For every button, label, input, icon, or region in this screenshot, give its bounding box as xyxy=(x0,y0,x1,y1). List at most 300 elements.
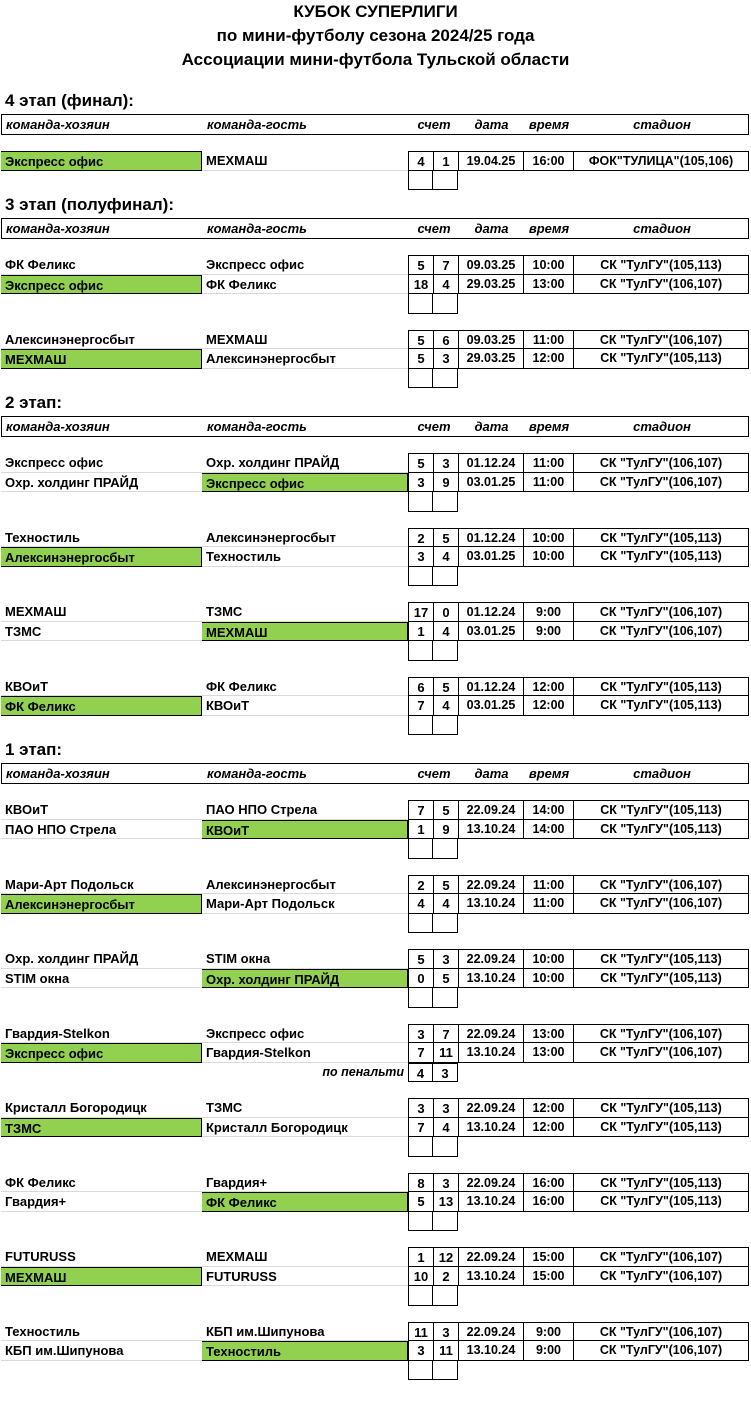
tie-gap xyxy=(1,239,749,255)
away-score: 7 xyxy=(433,1024,458,1044)
empty-score-cell xyxy=(408,1212,433,1232)
match-row xyxy=(1,820,749,840)
match-stadium: ФОК"ТУЛИЦА"(105,106) xyxy=(573,151,749,171)
away-team: МЕХМАШ xyxy=(202,151,408,171)
empty-score-cell xyxy=(408,1361,433,1381)
home-team: Экспресс офис xyxy=(1,1043,202,1063)
match-row xyxy=(1,894,749,914)
match-time: 11:00 xyxy=(523,894,573,914)
home-team: Охр. холдинг ПРАЙД xyxy=(1,949,202,969)
header-away: команда-гость xyxy=(207,766,307,781)
empty-score-cell xyxy=(433,492,458,512)
empty-score-cell xyxy=(433,914,458,934)
home-score: 18 xyxy=(408,275,433,295)
match-time: 14:00 xyxy=(523,820,573,840)
match-time: 15:00 xyxy=(523,1247,573,1267)
away-team: STIM окна xyxy=(202,949,408,969)
away-score: 5 xyxy=(433,528,458,548)
match-time: 12:00 xyxy=(523,1118,573,1138)
home-team: Алексинэнергосбыт xyxy=(1,547,202,567)
empty-score-cell xyxy=(408,1137,433,1157)
away-score: 1 xyxy=(433,151,458,171)
match-row xyxy=(1,1267,749,1287)
home-score: 2 xyxy=(408,875,433,895)
match-date: 13.10.24 xyxy=(458,1267,523,1287)
penalty-row xyxy=(1,1063,749,1083)
away-score: 11 xyxy=(433,1341,458,1361)
home-score: 3 xyxy=(408,1341,433,1361)
home-team: Экспресс офис xyxy=(1,275,202,295)
home-team: Техностиль xyxy=(1,1322,202,1342)
home-team: ТЗМС xyxy=(1,1118,202,1138)
empty-score-row xyxy=(1,294,749,314)
away-team: Техностиль xyxy=(202,547,408,567)
away-team: Экспресс офис xyxy=(202,255,408,275)
away-team: Гвардия-Stelkon xyxy=(202,1043,408,1063)
away-team: КБП им.Шипунова xyxy=(202,1322,408,1342)
match-time: 10:00 xyxy=(523,969,573,989)
match-row xyxy=(1,622,749,642)
match-stadium: СК "ТулГУ"(105,113) xyxy=(573,696,749,716)
tie-gap xyxy=(1,1306,749,1322)
away-team: МЕХМАШ xyxy=(202,622,408,642)
match-time: 10:00 xyxy=(523,528,573,548)
away-team: Экспресс офис xyxy=(202,1024,408,1044)
match-date: 09.03.25 xyxy=(458,330,523,350)
home-team: ФК Феликс xyxy=(1,1173,202,1193)
empty-score-cell xyxy=(433,567,458,587)
empty-score-cell xyxy=(408,716,433,736)
away-score: 11 xyxy=(433,1043,458,1063)
match-time: 9:00 xyxy=(523,1341,573,1361)
home-team: Экспресс офис xyxy=(1,151,202,171)
away-score: 9 xyxy=(433,473,458,493)
empty-score-cell xyxy=(433,1361,458,1381)
empty-score-cell xyxy=(408,988,433,1008)
match-stadium: СК "ТулГУ"(105,113) xyxy=(573,528,749,548)
empty-score-cell xyxy=(408,914,433,934)
away-score: 4 xyxy=(433,1118,458,1138)
match-time: 13:00 xyxy=(523,275,573,295)
home-score: 3 xyxy=(408,473,433,493)
match-stadium: СК "ТулГУ"(106,107) xyxy=(573,875,749,895)
empty-score-cell xyxy=(433,1212,458,1232)
cup-results-sheet xyxy=(1,86,749,1380)
match-time: 10:00 xyxy=(523,547,573,567)
away-team: Алексинэнергосбыт xyxy=(202,349,408,369)
stage-section xyxy=(1,86,749,190)
tie-gap xyxy=(1,135,749,151)
home-score: 0 xyxy=(408,969,433,989)
home-team: Экспресс офис xyxy=(1,453,202,473)
header-time: время xyxy=(528,766,570,781)
tie-gap xyxy=(1,661,749,677)
match-stadium: СК "ТулГУ"(105,113) xyxy=(573,1118,749,1138)
empty-score-cell xyxy=(408,171,433,191)
tie-gap xyxy=(1,933,749,949)
match-time: 16:00 xyxy=(523,151,573,171)
away-score: 5 xyxy=(433,969,458,989)
home-team: ФК Феликс xyxy=(1,255,202,275)
empty-score-row xyxy=(1,567,749,587)
home-team: FUTURUSS xyxy=(1,1247,202,1267)
away-team: Алексинэнергосбыт xyxy=(202,528,408,548)
match-date: 22.09.24 xyxy=(458,1024,523,1044)
match-date: 13.10.24 xyxy=(458,1118,523,1138)
home-team: Гвардия+ xyxy=(1,1192,202,1212)
header-stadium: стадион xyxy=(633,766,691,781)
away-team: ТЗМС xyxy=(202,1098,408,1118)
away-score: 4 xyxy=(433,696,458,716)
match-date: 22.09.24 xyxy=(458,949,523,969)
away-team: Охр. холдинг ПРАЙД xyxy=(202,453,408,473)
home-score: 4 xyxy=(408,894,433,914)
match-stadium: СК "ТулГУ"(106,107) xyxy=(573,894,749,914)
match-date: 29.03.25 xyxy=(458,275,523,295)
match-row xyxy=(1,473,749,493)
title-line-1: КУБОК СУПЕРЛИГИ xyxy=(293,2,458,21)
match-date: 03.01.25 xyxy=(458,473,523,493)
match-date: 01.12.24 xyxy=(458,453,523,473)
tie-gap xyxy=(1,784,749,800)
empty-score-row xyxy=(1,492,749,512)
empty-score-row xyxy=(1,1286,749,1306)
match-stadium: СК "ТулГУ"(105,113) xyxy=(573,677,749,697)
match-row xyxy=(1,1173,749,1193)
match-stadium: СК "ТулГУ"(106,107) xyxy=(573,275,749,295)
home-score: 3 xyxy=(408,1024,433,1044)
away-team: Кристалл Богородицк xyxy=(202,1118,408,1138)
away-score: 4 xyxy=(433,622,458,642)
stage-section xyxy=(1,388,749,735)
match-stadium: СК "ТулГУ"(106,107) xyxy=(573,1247,749,1267)
match-row xyxy=(1,349,749,369)
match-stadium: СК "ТулГУ"(106,107) xyxy=(573,622,749,642)
match-date: 13.10.24 xyxy=(458,969,523,989)
stage-section xyxy=(1,190,749,388)
column-header-row xyxy=(1,416,749,437)
match-stadium: СК "ТулГУ"(106,107) xyxy=(573,1267,749,1287)
home-team: КБП им.Шипунова xyxy=(1,1341,202,1361)
away-team: ТЗМС xyxy=(202,602,408,622)
stage-title: 3 этап (полуфинал): xyxy=(5,195,174,214)
penalty-home-score: 4 xyxy=(408,1063,433,1083)
home-score: 7 xyxy=(408,1043,433,1063)
away-score: 5 xyxy=(433,800,458,820)
match-date: 22.09.24 xyxy=(458,1247,523,1267)
match-row xyxy=(1,275,749,295)
empty-score-row xyxy=(1,171,749,191)
tie-gap xyxy=(1,512,749,528)
title-line-3: Ассоциации мини-футбола Тульской области xyxy=(181,50,570,69)
away-score: 3 xyxy=(433,949,458,969)
away-score: 4 xyxy=(433,275,458,295)
match-row xyxy=(1,1247,749,1267)
away-score: 13 xyxy=(433,1192,458,1212)
empty-score-row xyxy=(1,716,749,736)
match-stadium: СК "ТулГУ"(105,113) xyxy=(573,1173,749,1193)
home-team: Алексинэнергосбыт xyxy=(1,894,202,914)
match-time: 13:00 xyxy=(523,1043,573,1063)
home-team: Гвардия-Stelkon xyxy=(1,1024,202,1044)
match-stadium: СК "ТулГУ"(105,113) xyxy=(573,949,749,969)
home-score: 10 xyxy=(408,1267,433,1287)
match-date: 22.09.24 xyxy=(458,1322,523,1342)
penalty-label: по пенальти xyxy=(322,1064,404,1079)
home-score: 7 xyxy=(408,800,433,820)
match-time: 12:00 xyxy=(523,1098,573,1118)
match-date: 09.03.25 xyxy=(458,255,523,275)
match-stadium: СК "ТулГУ"(106,107) xyxy=(573,473,749,493)
home-score: 1 xyxy=(408,622,433,642)
away-team: ФК Феликс xyxy=(202,677,408,697)
empty-score-cell xyxy=(433,988,458,1008)
match-time: 12:00 xyxy=(523,677,573,697)
home-team: Охр. холдинг ПРАЙД xyxy=(1,473,202,493)
empty-score-cell xyxy=(433,641,458,661)
header-stadium: стадион xyxy=(633,221,691,236)
header-stadium: стадион xyxy=(633,419,691,434)
match-row xyxy=(1,528,749,548)
tie-gap xyxy=(1,1082,749,1098)
away-score: 0 xyxy=(433,602,458,622)
match-stadium: СК "ТулГУ"(105,113) xyxy=(573,547,749,567)
away-team: Мари-Арт Подольск xyxy=(202,894,408,914)
empty-score-row xyxy=(1,1137,749,1157)
tie-gap xyxy=(1,1157,749,1173)
empty-score-cell xyxy=(433,171,458,191)
match-row xyxy=(1,1024,749,1044)
tie-gap xyxy=(1,586,749,602)
home-score: 5 xyxy=(408,453,433,473)
match-row xyxy=(1,330,749,350)
empty-score-row xyxy=(1,914,749,934)
home-score: 2 xyxy=(408,528,433,548)
match-row xyxy=(1,875,749,895)
away-score: 12 xyxy=(433,1247,458,1267)
match-stadium: СК "ТулГУ"(105,113) xyxy=(573,820,749,840)
home-team: ПАО НПО Стрела xyxy=(1,820,202,840)
header-time: время xyxy=(528,221,570,236)
match-time: 9:00 xyxy=(523,622,573,642)
away-team: Алексинэнергосбыт xyxy=(202,875,408,895)
match-stadium: СК "ТулГУ"(105,113) xyxy=(573,255,749,275)
empty-score-row xyxy=(1,839,749,859)
empty-score-cell xyxy=(408,492,433,512)
home-score: 6 xyxy=(408,677,433,697)
header-away: команда-гость xyxy=(207,221,307,236)
header-time: время xyxy=(528,117,570,132)
match-time: 9:00 xyxy=(523,602,573,622)
match-date: 03.01.25 xyxy=(458,547,523,567)
match-date: 22.09.24 xyxy=(458,875,523,895)
tie-gap xyxy=(1,1008,749,1024)
match-date: 01.12.24 xyxy=(458,602,523,622)
match-row xyxy=(1,1341,749,1361)
empty-score-cell xyxy=(433,1137,458,1157)
match-date: 13.10.24 xyxy=(458,1192,523,1212)
match-row xyxy=(1,151,749,171)
match-row xyxy=(1,1118,749,1138)
away-score: 7 xyxy=(433,255,458,275)
home-team: Кристалл Богородицк xyxy=(1,1098,202,1118)
home-score: 7 xyxy=(408,696,433,716)
column-header-row xyxy=(1,763,749,784)
home-team: ФК Феликс xyxy=(1,696,202,716)
tie-gap xyxy=(1,437,749,453)
match-row xyxy=(1,255,749,275)
away-team: КВОиТ xyxy=(202,820,408,840)
header-score: счет xyxy=(417,117,451,132)
penalty-away-score: 3 xyxy=(433,1063,458,1083)
match-time: 10:00 xyxy=(523,949,573,969)
document-title xyxy=(0,0,751,72)
match-row xyxy=(1,1322,749,1342)
header-away: команда-гость xyxy=(207,117,307,132)
match-row xyxy=(1,949,749,969)
empty-score-cell xyxy=(408,294,433,314)
away-team: КВОиТ xyxy=(202,696,408,716)
match-stadium: СК "ТулГУ"(106,107) xyxy=(573,602,749,622)
empty-score-cell xyxy=(408,839,433,859)
empty-score-row xyxy=(1,1361,749,1381)
home-score: 3 xyxy=(408,1098,433,1118)
match-time: 11:00 xyxy=(523,473,573,493)
home-team: Алексинэнергосбыт xyxy=(1,330,202,350)
header-home: команда-хозяин xyxy=(6,117,110,132)
match-stadium: СК "ТулГУ"(105,113) xyxy=(573,969,749,989)
header-date: дата xyxy=(474,419,509,434)
away-team: Охр. холдинг ПРАЙД xyxy=(202,969,408,989)
away-team: Гвардия+ xyxy=(202,1173,408,1193)
match-date: 22.09.24 xyxy=(458,1098,523,1118)
match-date: 03.01.25 xyxy=(458,622,523,642)
empty-score-cell xyxy=(408,567,433,587)
home-score: 17 xyxy=(408,602,433,622)
away-team: ПАО НПО Стрела xyxy=(202,800,408,820)
away-score: 4 xyxy=(433,894,458,914)
match-stadium: СК "ТулГУ"(105,113) xyxy=(573,1098,749,1118)
away-score: 9 xyxy=(433,820,458,840)
match-row xyxy=(1,1043,749,1063)
tie-gap xyxy=(1,1231,749,1247)
away-score: 4 xyxy=(433,547,458,567)
header-score: счет xyxy=(417,766,451,781)
empty-score-row xyxy=(1,988,749,1008)
empty-score-row xyxy=(1,369,749,389)
away-score: 3 xyxy=(433,453,458,473)
stage-title: 2 этап: xyxy=(5,393,63,412)
home-score: 8 xyxy=(408,1173,433,1193)
match-stadium: СК "ТулГУ"(106,107) xyxy=(573,1322,749,1342)
away-team: ФК Феликс xyxy=(202,275,408,295)
header-score: счет xyxy=(417,221,451,236)
header-away: команда-гость xyxy=(207,419,307,434)
tie-gap xyxy=(1,859,749,875)
away-team: Экспресс офис xyxy=(202,473,408,493)
empty-score-cell xyxy=(433,369,458,389)
home-team: МЕХМАШ xyxy=(1,602,202,622)
home-score: 5 xyxy=(408,330,433,350)
match-time: 12:00 xyxy=(523,349,573,369)
column-header-row xyxy=(1,218,749,239)
match-date: 13.10.24 xyxy=(458,894,523,914)
home-score: 5 xyxy=(408,949,433,969)
home-score: 5 xyxy=(408,349,433,369)
match-row xyxy=(1,547,749,567)
home-team: ТЗМС xyxy=(1,622,202,642)
header-home: команда-хозяин xyxy=(6,419,110,434)
header-time: время xyxy=(528,419,570,434)
match-date: 22.09.24 xyxy=(458,1173,523,1193)
home-team: Техностиль xyxy=(1,528,202,548)
home-team: МЕХМАШ xyxy=(1,1267,202,1287)
away-score: 5 xyxy=(433,677,458,697)
match-stadium: СК "ТулГУ"(106,107) xyxy=(573,453,749,473)
stage-section xyxy=(1,735,749,1380)
match-date: 22.09.24 xyxy=(458,800,523,820)
home-score: 1 xyxy=(408,820,433,840)
home-score: 5 xyxy=(408,1192,433,1212)
home-team: STIM окна xyxy=(1,969,202,989)
match-time: 11:00 xyxy=(523,330,573,350)
empty-score-row xyxy=(1,641,749,661)
home-team: КВОиТ xyxy=(1,800,202,820)
home-score: 5 xyxy=(408,255,433,275)
home-score: 11 xyxy=(408,1322,433,1342)
match-stadium: СК "ТулГУ"(106,107) xyxy=(573,330,749,350)
match-time: 13:00 xyxy=(523,1024,573,1044)
match-date: 13.10.24 xyxy=(458,820,523,840)
match-time: 10:00 xyxy=(523,255,573,275)
home-score: 7 xyxy=(408,1118,433,1138)
match-row xyxy=(1,1192,749,1212)
empty-score-cell xyxy=(408,369,433,389)
match-time: 12:00 xyxy=(523,696,573,716)
tie-gap xyxy=(1,314,749,330)
match-time: 16:00 xyxy=(523,1173,573,1193)
match-row xyxy=(1,677,749,697)
column-header-row xyxy=(1,114,749,135)
away-team: FUTURUSS xyxy=(202,1267,408,1287)
home-team: МЕХМАШ xyxy=(1,349,202,369)
header-date: дата xyxy=(474,766,509,781)
header-stadium: стадион xyxy=(633,117,691,132)
match-stadium: СК "ТулГУ"(105,113) xyxy=(573,349,749,369)
match-date: 29.03.25 xyxy=(458,349,523,369)
header-date: дата xyxy=(474,221,509,236)
away-team: Техностиль xyxy=(202,1341,408,1361)
match-date: 13.10.24 xyxy=(458,1043,523,1063)
match-time: 11:00 xyxy=(523,453,573,473)
home-score: 3 xyxy=(408,547,433,567)
match-time: 15:00 xyxy=(523,1267,573,1287)
empty-score-cell xyxy=(433,716,458,736)
match-date: 13.10.24 xyxy=(458,1341,523,1361)
match-row xyxy=(1,453,749,473)
stage-title: 1 этап: xyxy=(5,740,63,759)
match-row xyxy=(1,602,749,622)
stage-title: 4 этап (финал): xyxy=(5,91,134,110)
match-stadium: СК "ТулГУ"(106,107) xyxy=(573,1024,749,1044)
match-row xyxy=(1,800,749,820)
away-score: 2 xyxy=(433,1267,458,1287)
away-score: 5 xyxy=(433,875,458,895)
header-home: команда-хозяин xyxy=(6,766,110,781)
header-date: дата xyxy=(474,117,509,132)
match-time: 14:00 xyxy=(523,800,573,820)
away-team: МЕХМАШ xyxy=(202,330,408,350)
